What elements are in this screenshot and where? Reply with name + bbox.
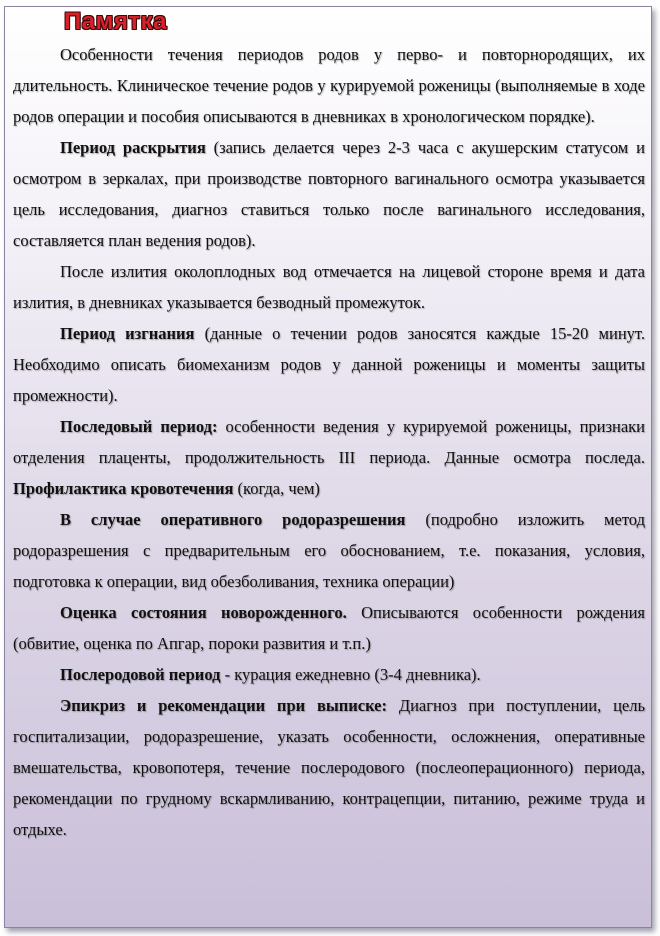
paragraph-discharge-summary [13, 690, 645, 845]
paragraph-heading: Последовый период: [60, 417, 218, 436]
paragraph-text: После излития околоплодных вод отмечается на лицевой стороне время и дата излития, в дневниках указывается безводный промежуток. [13, 262, 645, 312]
paragraph-heading: Послеродовой период [60, 665, 221, 684]
paragraph-heading: Период изгнания [60, 324, 195, 343]
paragraph-afterbirth-period [13, 411, 645, 504]
paragraph-labor-overview [13, 39, 645, 132]
paragraph-text: (данные о течении родов заносятся каждые 15-20 минут. Необходимо описать биомеханизм родов у данной роженицы и моменты защиты промежности). [13, 324, 645, 405]
paragraph-newborn-assessment [13, 597, 645, 659]
paragraph-heading-bleeding-prevention: Профилактика кровотечения [13, 479, 234, 498]
paragraph-heading: Эпикриз и рекомендации при выписке: [60, 696, 387, 715]
memo-card [4, 6, 652, 928]
paragraph-text: особенности ведения у курируемой роженицы, признаки отделения плаценты, продолжительность III периода. Данные осмотра последа. [13, 417, 646, 467]
paragraph-text: Особенности течения периодов родов у перво- и повторнородящих, их длительность. Клиническое течение родов у курируемой роженицы (выполняемые в ходе родов операции и пособия описываются в дневниках в хронологическом порядке). [13, 45, 645, 126]
paragraph-heading: Оценка состояния новорожденного. [60, 603, 347, 622]
paragraph-expulsion-period [13, 318, 645, 411]
paragraph-operative-delivery [13, 504, 645, 597]
paragraph-amniotic-fluid [13, 256, 645, 318]
paragraph-text: (когда, чем) [233, 479, 320, 498]
paragraph-text: (подробно изложить метод родоразрешения с предварительным его обоснованием, т.е. показания, условия, подготовка к операции, вид обезболивания, техника операции) [13, 510, 645, 591]
paragraph-dilation-period [13, 132, 645, 256]
memo-title: Памятка [64, 8, 167, 35]
paragraph-heading: Период раскрытия [60, 138, 206, 157]
paragraph-text: (запись делается через 2-3 часа с акушерским статусом и осмотром в зеркалах, при производстве повторного вагинального осмотра указывается цель исследования, диагноз ставиться только после вагинального исследования, составляется план ведения родов). [13, 138, 645, 250]
paragraph-heading: В случае оперативного родоразрешения [60, 510, 406, 529]
paragraph-text: Диагноз при поступлении, цель госпитализации, родоразрешение, указать особенности, осложнения, оперативные вмешательства, кровопотеря, течение послеродового (послеоперационного) периода, рекомендации по грудному вскармливанию, контрацепции, питанию, режиме труда и отдыхе. [13, 696, 645, 839]
paragraph-text: Описываются особенности рождения (обвитие, оценка по Апгар, пороки развития и т.п.) [13, 603, 646, 653]
paragraph-postpartum-period [13, 659, 645, 690]
paragraph-text: - курация ежедневно (3-4 дневника). [220, 665, 481, 684]
